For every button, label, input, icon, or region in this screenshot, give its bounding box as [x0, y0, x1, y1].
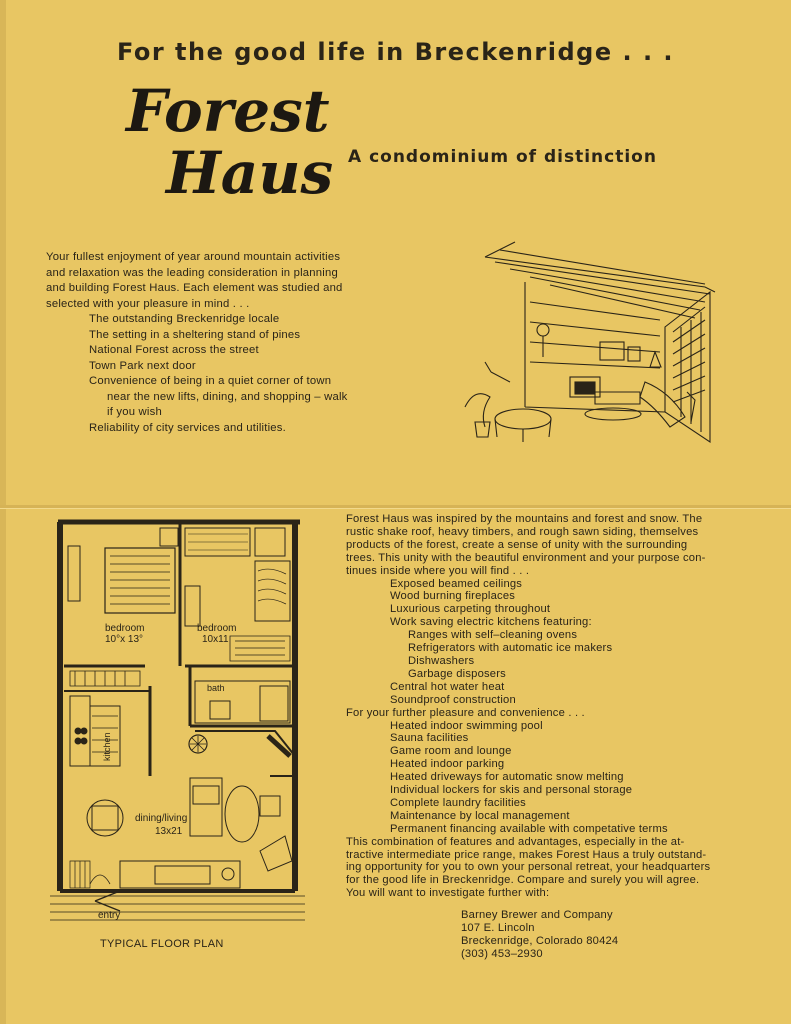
label-dining-size: 13x21	[155, 826, 183, 837]
description-line: trees. This unity with the beautiful environment and your purpose con-	[346, 551, 706, 564]
tagline: A condominium of distinction	[348, 147, 657, 167]
amenity-item: Permanent financing available with competative terms	[390, 822, 668, 835]
description-line: tinues inside where you will find . . .	[346, 564, 530, 577]
contact-block	[346, 909, 748, 961]
amenity-item: Individual lockers for skis and personal storage	[390, 784, 633, 797]
label-bath: bath	[207, 683, 225, 693]
intro-item: Town Park next door	[89, 359, 196, 372]
closing-line: tractive intermediate price range, makes Forest Haus a truly outstand-	[346, 848, 707, 861]
logo-line-forest: Forest	[126, 77, 330, 145]
description-line: rustic shake roof, heavy timbers, and rough sawn siding, themselves	[346, 525, 699, 538]
contact-city: Breckenridge, Colorado 80424	[461, 935, 619, 947]
closing-line: You will want to investigate further with:	[346, 887, 550, 900]
intro-item: Convenience of being in a quiet corner of town	[89, 375, 332, 387]
intro-item-cont: if you wish	[107, 406, 162, 418]
fold-line	[0, 505, 791, 508]
label-kitchen: kitchen	[102, 732, 112, 761]
amenity-item: Heated indoor parking	[390, 758, 505, 771]
floor-plan-caption: TYPICAL FLOOR PLAN	[100, 938, 224, 950]
description-line: products of the forest, create a sense of unity with the surrounding	[346, 538, 688, 551]
amenity-item: Sauna facilities	[390, 732, 469, 745]
feature-item: Exposed beamed ceilings	[390, 577, 523, 590]
intro-line: Your fullest enjoyment of year around mountain activities	[46, 251, 341, 263]
label-bedroom-1: bedroom	[105, 623, 145, 634]
closing-line: This combination of features and advantages, especially in the at-	[346, 835, 685, 848]
intro-item-cont: near the new lifts, dining, and shopping – walk	[107, 390, 348, 403]
intro-line: and relaxation was the leading consideration in planning	[46, 266, 338, 279]
amenity-item: Game room and lounge	[390, 745, 512, 758]
kitchen-feature-item: Garbage disposers	[408, 667, 506, 680]
headline: For the good life in Breckenridge . . .	[116, 38, 675, 66]
logo-line-haus: Haus	[166, 139, 334, 207]
amenity-item: Heated indoor swimming pool	[390, 719, 543, 732]
intro-line: selected with your pleasure in mind . . .	[46, 297, 250, 310]
label-bedroom-2-size: 10x11	[202, 634, 229, 645]
kitchen-feature-item: Dishwashers	[408, 654, 475, 667]
intro-text	[46, 250, 386, 436]
contact-company: Barney Brewer and Company	[461, 909, 613, 922]
closing-line: for the good life in Breckenridge. Compare and surely you will agree.	[346, 874, 700, 887]
intro-item-final: Reliability of city services and utilities.	[89, 421, 286, 434]
feature-item: Central hot water heat	[390, 680, 505, 693]
kitchen-feature-item: Refrigerators with automatic ice makers	[408, 642, 613, 655]
amenity-item: Maintenance by local management	[390, 809, 570, 822]
description-line: Forest Haus was inspired by the mountains and forest and snow. The	[346, 513, 703, 525]
kitchen-feature-item: Ranges with self–cleaning ovens	[408, 629, 578, 642]
typical-floor-plan	[50, 516, 310, 956]
intro-line: and building Forest Haus. Each element was studied and	[46, 282, 343, 294]
amenity-item: Complete laundry facilities	[390, 796, 526, 809]
label-bedroom-1-size: 10°x 13°	[105, 634, 144, 645]
contact-phone: (303) 453–2930	[461, 947, 543, 960]
feature-item: Wood burning fireplaces	[390, 590, 516, 603]
intro-item: The outstanding Breckenridge locale	[89, 313, 280, 325]
intro-item: National Forest across the street	[89, 344, 259, 356]
label-dining: dining/living	[135, 813, 188, 824]
forest-haus-logo	[126, 77, 334, 207]
description-line: For your further pleasure and convenience . . .	[346, 706, 585, 719]
closing-line: ing opportunity for you to own your personal retreat, your headquarters	[346, 861, 711, 874]
description-text	[346, 513, 748, 961]
label-entry: entry	[98, 910, 121, 921]
feature-item: Work saving electric kitchens featuring:	[390, 616, 592, 629]
amenity-item: Heated driveways for automatic snow melting	[390, 771, 624, 784]
paper-edge	[0, 0, 6, 1024]
feature-item: Soundproof construction	[390, 693, 516, 706]
intro-item: The setting in a sheltering stand of pines	[89, 328, 301, 341]
label-bedroom-2: bedroom	[197, 623, 237, 634]
contact-address: 107 E. Lincoln	[461, 922, 535, 935]
interior-sketch	[455, 232, 723, 447]
feature-item: Luxurious carpeting throughout	[390, 603, 551, 616]
